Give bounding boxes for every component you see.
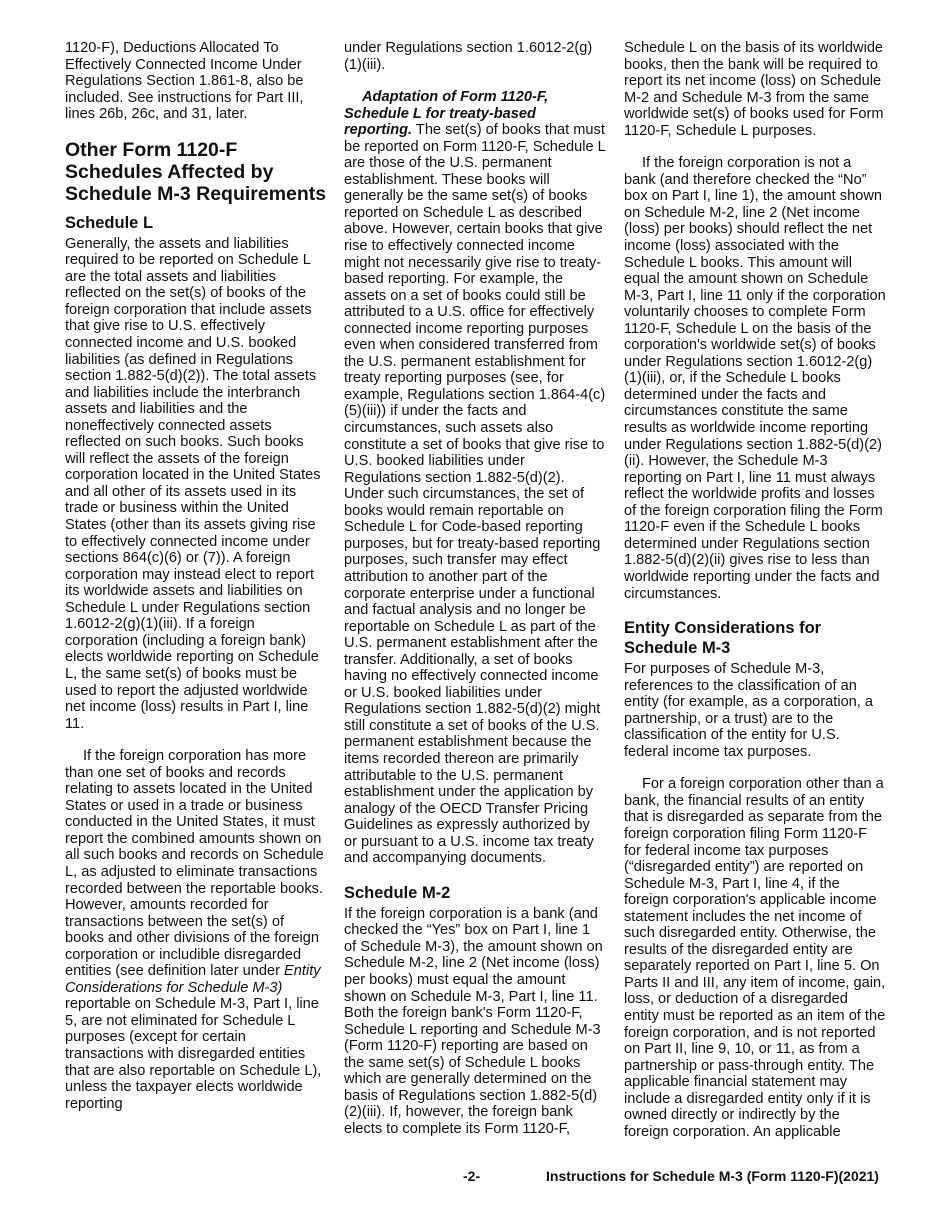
page-number: -2- <box>463 1168 481 1184</box>
section-heading-other-schedules: Other Form 1120-F Schedules Affected by Schedule M-3 Requirements <box>65 138 327 205</box>
column-3 <box>624 40 886 1156</box>
paragraph-multiple-books <box>65 748 327 1112</box>
footer-title: Instructions for Schedule M-3 (Form 1120-F)(2021) <box>546 1168 879 1184</box>
subheading-schedule-m2: Schedule M-2 <box>344 883 451 902</box>
text-run: The set(s) of books that must be reported on Form 1120-F, Schedule L are those of the U.S. permanent establishment. These books will generally be the same set(s) of books reported on Schedule L as described above. However, certain books that give rise to effectively connected income might not necessarily give rise to treaty-based reporting. For example, the assets on a set of books could still be attributed to a U.S. office for effectively connected income reporting purposes even when considered transferred from the U.S. permanent establishment for treaty reporting purposes (see, for example, Regulations section 1.864-4(c)(5)(iii)) if under the facts and circumstances, such assets also constitute a set of books that give rise to U.S. booked liabilities under Regulations section 1.882-5(d)(2). Under such circumstances, the set of books would remain reportable on Schedule L for Code-based reporting purposes, but for treaty-based reporting purposes, such transfer may effect attribution to another part of the corporate enterprise under a functional and factual analysis and no longer be reportable on Schedule L as part of the U.S. permanent establishment after the transfer. Additionally, a set of books having no effectively connected income or U.S. booked liabilities under Regulations section 1.882-5(d)(2) might still constitute a set of books of the U.S. permanent establishment because the items recorded thereon are primarily attributable to the U.S. permanent establishment under the application by analogy of the OECD Transfer Pricing Guidelines as expressly authorized by or pursuant to a U.S. income tax treaty and accompanying documents. <box>344 122 606 867</box>
paragraph-disregarded-entity: For a foreign corporation other than a bank, the financial results of an entity that is disregarded as separate from the foreign corporation filing Form 1120-F for federal income tax purposes (“disregarded entity”) are reported on Schedule M-3, Part I, line 4, if the foreign corporation's applicable income statement includes the net income of such disregarded entity. Otherwise, the results of the disregarded entity are separately reported on Part I, line 5. On Parts II and III, any item of income, gain, loss, or deduction of a disregarded entity must be reported as an item of the foreign corporation, and is not reported on Part II, line 9, 10, or 11, as from a partnership or pass-through entity. The applicable financial statement may include a disregarded entity only if it is owned directly or indirectly by the foreign corporation. An applicable <box>624 776 886 1140</box>
paragraph-continuation: under Regulations section 1.6012-2(g)(1)(iii). <box>344 40 593 73</box>
paragraph-entity-classification: For purposes of Schedule M-3, references to the classification of an entity (for example, as a corporation, a partnership, or a trust) are to the classification of the entity for U.S. federal income tax purposes. <box>624 661 874 760</box>
paragraph-continuation: Schedule L on the basis of its worldwide books, then the bank will be required to report its net income (loss) on Schedule M-2 and Schedule M-3 from the same worldwide set(s) of books used for Form 1120-F, Schedule L purposes. <box>624 40 884 139</box>
paragraph-continuation: 1120-F), Deductions Allocated To Effectively Connected Income Under Regulations Section 1.861-8, also be included. See instructions for Part III, lines 26b, 26c, and 31, later. <box>65 40 304 123</box>
text-run: reportable on Schedule M-3, Part I, line 5, are not eliminated for Schedule L purposes (except for certain transactions with disregarded entities that are also reportable on Schedule L), unless the taxpayer elects worldwide reporting <box>65 996 322 1112</box>
paragraph-schedule-l: Generally, the assets and liabilities required to be reported on Schedule L are the total assets and liabilities reflected on the set(s) of books of the foreign corporation that include assets that give rise to U.S. effectively connected income and U.S. booked liabilities (as defined in Regulations section 1.882-5(d)(2)). The total assets and liabilities include the interbranch assets and liabilities and the noneffectively connected assets reflected on such books. Such books will reflect the assets of the foreign corporation located in the United States and all other of its assets used in its trade or business within the United States (other than its assets giving rise to effectively connected income under sections 864(c)(6) or (7)). A foreign corporation may instead elect to report its worldwide assets and liabilities on Schedule L under Regulations section 1.6012-2(g)(1)(iii). If a foreign corporation (including a foreign bank) elects worldwide reporting on Schedule L, the same set(s) of books must be used to report the adjusted worldwide net income (loss) results in Part I, line 11. <box>65 235 321 732</box>
column-1 <box>65 40 327 1128</box>
italic-reference: Entity Considerations for Schedule M-3) <box>65 963 321 996</box>
paragraph-adaptation <box>344 89 606 867</box>
subheading-schedule-l: Schedule L <box>65 213 154 232</box>
subheading-entity-considerations: Entity Considerations for Schedule M-3 <box>624 619 822 658</box>
paragraph-not-bank: If the foreign corporation is not a bank (and therefore checked the “No” box on Part I, line 1), the amount shown on Schedule M-2, line 2 (Net income (loss) per books) should reflect the net income (loss) associated with the Schedule L books. This amount will equal the amount shown on Schedule M-3, Part I, line 11 only if the corporation voluntarily chooses to complete Form 1120-F, Schedule L on the basis of the corporation's worldwide set(s) of books under Regulations section 1.6012-2(g)(1)(iii), or, if the Schedule L books determined under the facts and circumstances constitute the same results as worldwide income reporting under Regulations section 1.882-5(d)(2)(ii). However, the Schedule M-3 reporting on Part I, line 11 must always reflect the worldwide profits and losses of the foreign corporation filing the Form 1120-F even if the Schedule L books determined under Regulations section 1.882-5(d)(2)(ii) gives rise to less than worldwide reporting under the facts and circumstances. <box>624 155 886 602</box>
run-in-heading-adaptation: Adaptation of Form 1120-F, Schedule L for treaty-based reporting. <box>344 89 549 139</box>
column-2 <box>344 40 606 1153</box>
paragraph-schedule-m2: If the foreign corporation is a bank (and checked the “Yes” box on Part I, line 1 of Schedule M-3), the amount shown on Schedule M-2, line 2 (Net income (loss) per books) must equal the amount shown on Schedule M-3, Part I, line 11. Both the foreign bank's Form 1120-F, Schedule L reporting and Schedule M-3 (Form 1120-F) reporting are based on the same set(s) of Schedule L books which are generally determined on the basis of Regulations section 1.882-5(d)(2)(iii). If, however, the foreign bank elects to complete its Form 1120-F, <box>344 905 603 1137</box>
text-run: If the foreign corporation has more than one set of books and records relating to assets located in the United States or used in a trade or business conducted in the United States, it must report the combined amounts shown on all such books and records on Schedule L, as adjusted to eliminate transactions recorded between the reportable books. However, amounts recorded for transactions between the set(s) of books and other divisions of the foreign corporation or includible disregarded entities (see definition later under <box>65 748 324 980</box>
